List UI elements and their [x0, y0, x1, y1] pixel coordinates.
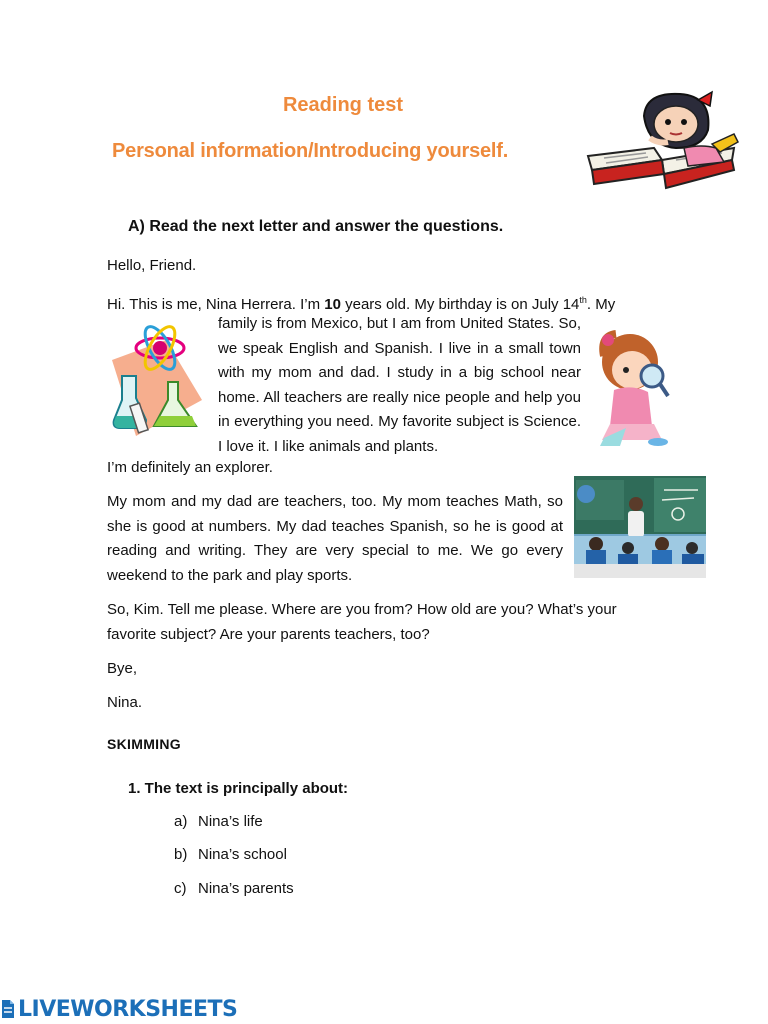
option-text: Nina’s life — [198, 813, 263, 830]
letter-signature: Nina. — [107, 694, 143, 711]
option-letter: a) — [174, 813, 188, 830]
logo-text: LIVEWORKSHEETS — [18, 996, 238, 1022]
skimming-heading: SKIMMING — [107, 736, 181, 752]
intro-text-start: Hi. This is me, Nina Herrera. I’m — [107, 296, 325, 313]
classroom-photo — [574, 476, 706, 578]
science-lab-icon — [106, 320, 208, 440]
option-letter: b) — [174, 846, 188, 863]
option-text: Nina’s parents — [198, 880, 294, 897]
intro-text-end: . My — [586, 296, 616, 313]
letter-paragraph-3: So, Kim. Tell me please. Where are you from? How old are you? What’s your favorite subject? Are your parents teachers, too? — [107, 601, 617, 643]
letter-closing: Bye, — [107, 660, 138, 677]
intro-age: 10 — [324, 296, 341, 313]
intro-superscript: th — [579, 295, 587, 305]
liveworksheets-logo-icon — [0, 998, 16, 1020]
page-title: Reading test — [282, 94, 404, 116]
letter-paragraph-1: family is from Mexico, but I am from United States. So, we speak English and Spanish. I live in a small town with my mom and dad. I study in a big school near home. All teachers are really nice people and help you in everything you need. My favorite subject is Science. I love it. I like animals and plants. — [218, 315, 581, 455]
question-1: 1. The text is principally about: — [128, 780, 349, 797]
option-a[interactable] — [174, 813, 263, 830]
liveworksheets-logo[interactable] — [0, 996, 237, 1022]
section-a-heading: A) Read the next letter and answer the questions. — [128, 218, 504, 235]
option-text: Nina’s school — [198, 846, 287, 863]
intro-text-mid: years old. My birthday is on July 14 — [340, 296, 580, 313]
girl-magnifier-icon — [596, 330, 674, 448]
letter-greeting: Hello, Friend. — [107, 257, 197, 274]
option-c[interactable] — [174, 880, 294, 897]
letter-explorer-line: I’m definitely an explorer. — [107, 459, 273, 476]
letter-paragraph-2: My mom and my dad are teachers, too. My mom teaches Math, so she is good at numbers. My dad teaches Spanish, so he is good at reading and writing. They are very special to me. We go every weekend to the park and play sports. — [107, 493, 563, 584]
option-b[interactable] — [174, 846, 287, 863]
page-subtitle: Personal information/Introducing yourself. — [112, 140, 509, 162]
option-letter: c) — [174, 880, 187, 897]
reading-girl-book-icon — [584, 86, 740, 198]
